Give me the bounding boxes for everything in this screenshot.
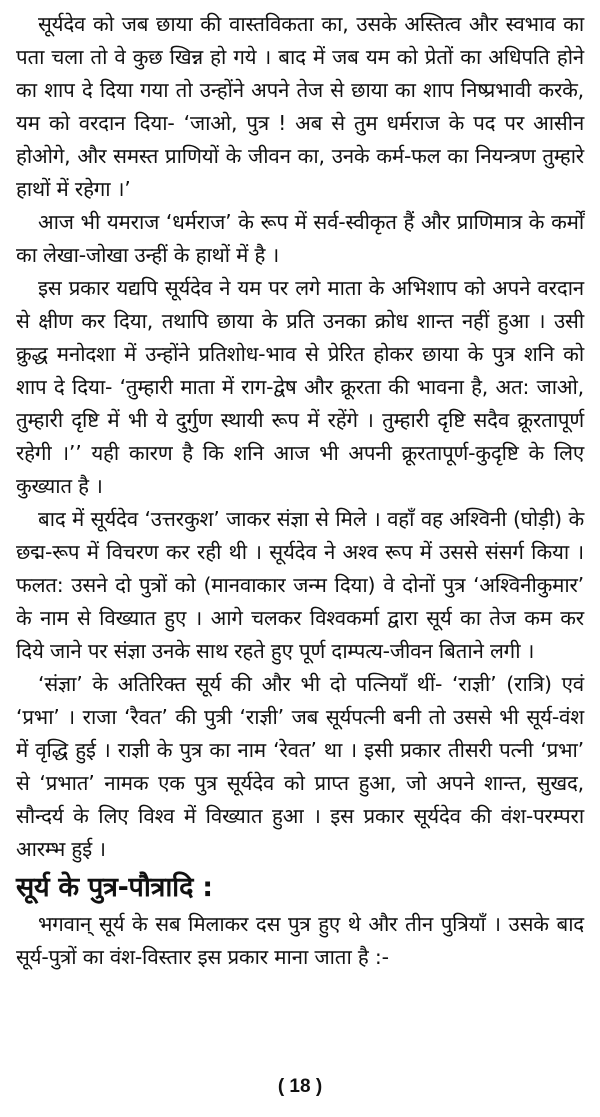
paragraph-yamraj-dharmraj: आज भी यमराज ‘धर्मराज’ के रूप में सर्व-स्वीकृत हैं और प्राणिमात्र के कर्मों का लेखा-जोखा उन्हीं के हाथों में है ।	[16, 210, 584, 267]
section-heading: सूर्य के पुत्र-पौत्रादि :	[16, 872, 213, 903]
paragraph-ashwini-kumar: बाद में सूर्यदेव ‘उत्तरकुश’ जाकर संज्ञा से मिले । वहाँ वह अश्विनी (घोड़ी) के छद्म-रूप में विचरण कर रही थी । सूर्यदेव ने अश्व रूप में उससे संसर्ग किया । फलत: उसने दो पुत्रों को (मानवाकार जन्म दिया) वे दोनों पुत्र ‘अश्विनीकुमार’ के नाम से विख्यात हुए । आगे चलकर विश्वकर्मा द्वारा सूर्य का तेज कम कर दिये जाने पर संज्ञा उनके साथ रहते हुए पूर्ण दाम्पत्य-जीवन बिताने लगी ।	[16, 507, 584, 663]
paragraph-shani-curse: इस प्रकार यद्यपि सूर्यदेव ने यम पर लगे माता के अभिशाप को अपने वरदान से क्षीण कर दिया, तथापि छाया के प्रति उनका क्रोध शान्त नहीं हुआ । उसी क्रुद्ध मनोदशा में उन्होंने प्रतिशोध-भाव से प्रेरित होकर छाया के पुत्र शनि को शाप दे दिया- ‘तुम्हारी माता में राग-द्वेष और क्रूरता की भावना है, अत: जाओ, तुम्हारी दृष्टि में भी ये दुर्गुण स्थायी रूप में रहेंगे । तुम्हारी दृष्टि सदैव क्रूरतापूर्ण रहेगी ।’’ यही कारण है कि शनि आज भी अपनी क्रूरतापूर्ण-कुदृष्टि के लिए कुख्यात है ।	[16, 276, 584, 498]
paragraph-surya-chhaya: सूर्यदेव को जब छाया की वास्तविकता का, उसके अस्तित्व और स्वभाव का पता चला तो वे कुछ खिन्न हो गये । बाद में जब यम को प्रेतों का अधिपति होने का शाप दे दिया गया तो उन्होंने अपने तेज से छाया का शाप निष्प्रभावी करके, यम को वरदान दिया- ‘जाओ, पुत्र ! अब से तुम धर्मराज के पद पर आसीन होओगे, और समस्त प्राणियों के जीवन का, उनके कर्म-फल का नियन्त्रण तुम्हारे हाथों में रहेगा ।’	[16, 12, 584, 201]
paragraph-other-wives: ‘संज्ञा’ के अतिरिक्त सूर्य की और भी दो पत्नियाँ थीं- ‘राज्ञी’ (रात्रि) एवं ‘प्रभा’ । राजा ‘रैवत’ की पुत्री ‘राज्ञी’ जब सूर्यपत्नी बनी तो उससे भी सूर्य-वंश में वृद्धि हुई । राज्ञी के पुत्र का नाम ‘रेवत’ था । इसी प्रकार तीसरी पत्नी ‘प्रभा’ से ‘प्रभात’ नामक एक पुत्र सूर्यदेव को प्राप्त हुआ, जो अपने शान्त, सुखद, सौन्दर्य के लिए विश्व में विख्यात हुआ । इस प्रकार सूर्यदेव की वंश-परम्परा आरम्भ हुई ।	[16, 672, 584, 861]
paragraph-sons-daughters: भगवान् सूर्य के सब मिलाकर दस पुत्र हुए थे और तीन पुत्रियाँ । उसके बाद सूर्य-पुत्रों का वंश-विस्तार इस प्रकार माना जाता है :-	[16, 912, 584, 969]
page-number: ( 18 )	[277, 1076, 323, 1097]
